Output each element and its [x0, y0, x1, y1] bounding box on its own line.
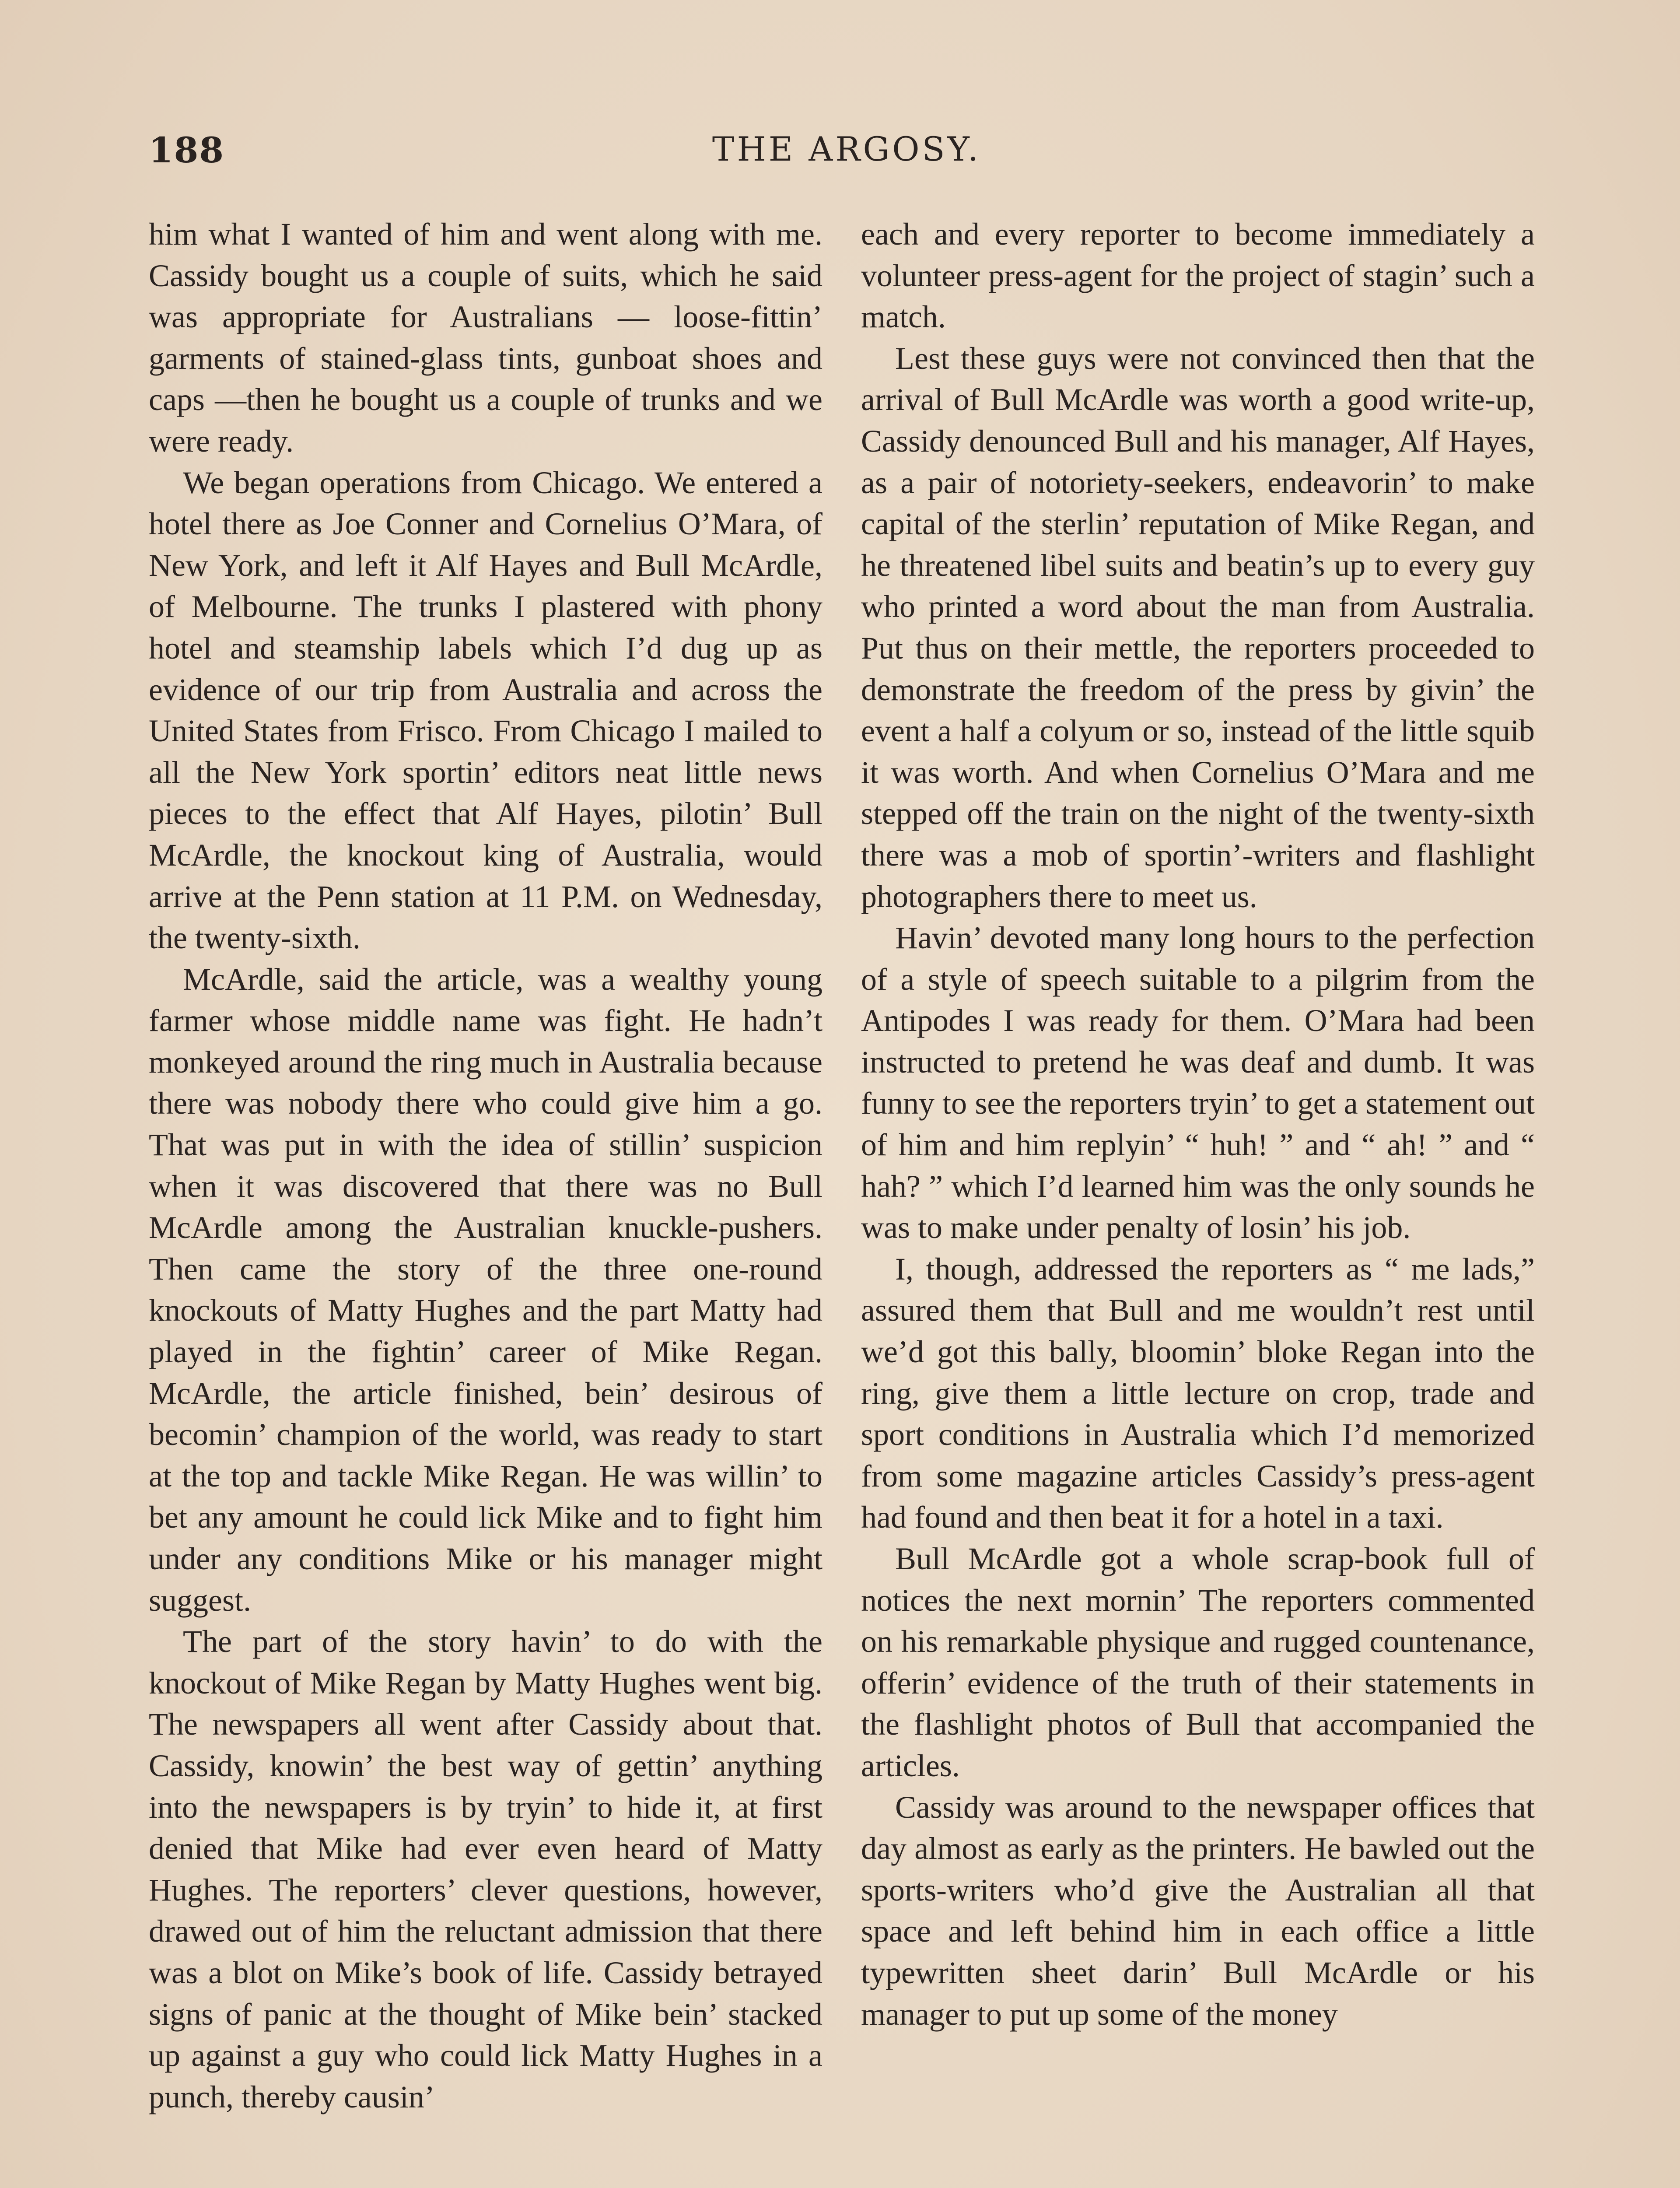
right-column — [861, 214, 1535, 2035]
paragraph: each and every reporter to become immediately a volunteer press-agent for the project of stagin’ such a match. — [861, 217, 1535, 335]
page-header — [149, 130, 1544, 178]
paragraph: Bull McArdle got a whole scrap-book full of notices the next mornin’ The reporters commented on his remarkable physique and rugged countenance, offerin’ evidence of the truth of their statements in the flashlight photos of Bull that accompanied the articles. — [861, 1541, 1535, 1783]
paragraph: We began operations from Chicago. We entered a hotel there as Joe Conner and Cornelius O’Mara, of New York, and left it Alf Hayes and Bull McArdle, of Melbourne. The trunks I plastered with phony hotel and steamship labels which I’d dug up as evidence of our trip from Australia and across the United States from Frisco. From Chicago I mailed to all the New York sportin’ editors neat little news pieces to the effect that Alf Hayes, pilotin’ Bull McArdle, the knockout king of Australia, would arrive at the Penn station at 11 P.M. on Wednesday, the twenty-sixth. — [149, 465, 822, 956]
page-number: 188 — [149, 130, 224, 171]
paragraph: Cassidy was around to the newspaper offices that day almost as early as the printers. He bawled out the sports-writers who’d give the Australian all that space and left behind him in each office a little typewritten sheet darin’ Bull McArdle or his manager to put up some of the money — [861, 1789, 1535, 2032]
paragraph: The part of the story havin’ to do with the knockout of Mike Regan by Matty Hughes went big. The newspapers all went after Cassidy about that. Cassidy, knowin’ the best way of gettin’ anything into the newspapers is by tryin’ to hide it, at first denied that Mike had ever even heard of Matty Hughes. The reporters’ clever questions, however, drawed out of him the reluctant admission that there was a blot on Mike’s book of life. Cassidy betrayed signs of panic at the thought of Mike bein’ stacked up against a guy who could lick Matty Hughes in a punch, thereby causin’ — [149, 1624, 822, 2114]
paragraph: Havin’ devoted many long hours to the perfection of a style of speech suitable to a pilgrim from the Antipodes I was ready for them. O’Mara had been instructed to pretend he was deaf and dumb. It was funny to see the reporters tryin’ to get a statement out of him and him replyin’ “ huh! ” and “ ah! ” and “ hah? ” which I’d learned him was the only sounds he was to make under penalty of losin’ his job. — [861, 920, 1535, 1245]
left-column — [149, 214, 822, 2118]
paragraph: him what I wanted of him and went along with me. Cassidy bought us a couple of suits, which he said was appropriate for Australians — loose-fittin’ garments of stained-glass tints, gunboat shoes and caps —then he bought us a couple of trunks and we were ready. — [149, 217, 822, 459]
paragraph: McArdle, said the article, was a wealthy young farmer whose middle name was fight. He hadn’t monkeyed around the ring much in Australia because there was nobody there who could give him a go. That was put in with the idea of stillin’ suspicion when it was discovered that there was no Bull McArdle among the Australian knuckle-pushers. Then came the story of the three one-round knockouts of Matty Hughes and the part Matty had played in the fightin’ career of Mike Regan. McArdle, the article finished, bein’ desirous of becomin’ champion of the world, was ready to start at the top and tackle Mike Regan. He was willin’ to bet any amount he could lick Mike and to fight him under any conditions Mike or his manager might suggest. — [149, 961, 822, 1618]
paragraph: Lest these guys were not convinced then that the arrival of Bull McArdle was worth a good write-up, Cassidy denounced Bull and his manager, Alf Hayes, as a pair of notoriety-seekers, endeavorin’ to make capital of the sterlin’ reputation of Mike Regan, and he threatened libel suits and beatin’s up to every guy who printed a word about the man from Australia. Put thus on their mettle, the reporters proceeded to demonstrate the freedom of the press by givin’ the event a half a colyum or so, instead of the little squib it was worth. And when Cornelius O’Mara and me stepped off the train on the night of the twenty-sixth there was a mob of sportin’-writers and flashlight photographers there to meet us. — [861, 340, 1535, 914]
paragraph: I, though, addressed the reporters as “ me lads,” assured them that Bull and me wouldn’t rest until we’d got this bally, bloomin’ bloke Regan into the ring, give them a little lecture on crop, trade and sport conditions in Australia which I’d memorized from some magazine articles Cassidy’s press-agent had found and then beat it for a hotel in a taxi. — [861, 1251, 1535, 1535]
running-head: THE ARGOSY. — [712, 130, 981, 168]
